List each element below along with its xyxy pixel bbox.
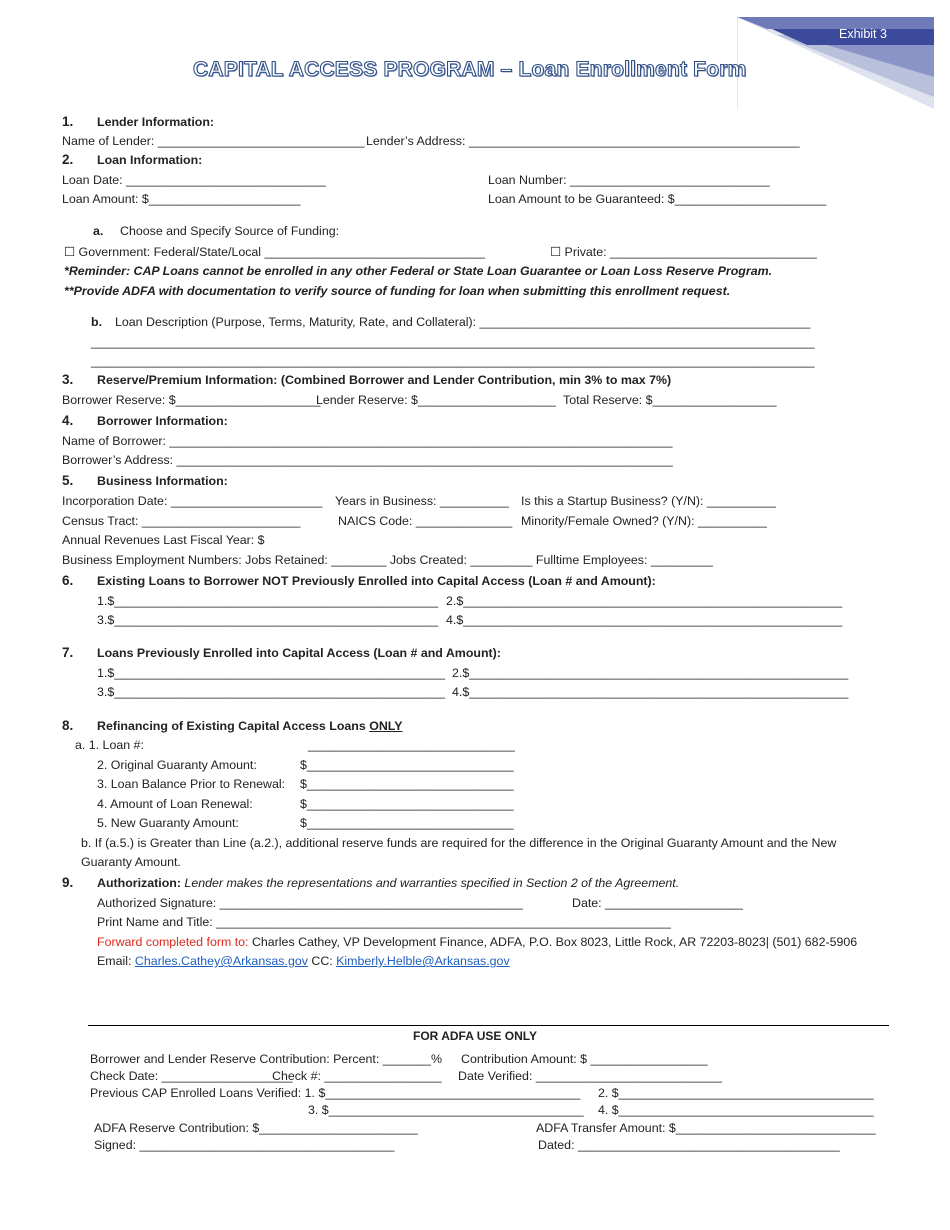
section-4-heading: Borrower Information: [97,414,228,428]
section-2a-label: a. [93,224,104,238]
exhibit-label: Exhibit 3 [839,27,887,41]
existing-loan-4-field[interactable]: 4.$_______________________________________________________ [446,613,843,627]
refi-a1-label: a. 1. Loan #: [75,738,144,752]
adfa-contribution-amount-field[interactable]: Contribution Amount: $ _________________ [461,1052,708,1066]
reminder-note: *Reminder: CAP Loans cannot be enrolled in any other Federal or State Loan Guarantee or Loan Loss Reserve Program. [64,264,773,278]
section-4-number: 4. [62,413,74,428]
email-link-cathey[interactable]: Charles.Cathey@Arkansas.gov [134,954,308,968]
page-title: CAPITAL ACCESS PROGRAM – Loan Enrollment Form [193,58,747,81]
section-8-heading-only: ONLY [369,719,403,733]
government-funding-checkbox[interactable]: ☐ Government: Federal/State/Local ________________________________ [64,245,486,259]
refi-a5-label: 5. New Guaranty Amount: [97,816,239,830]
refi-a5-line[interactable]: $______________________________ [300,816,514,830]
incorporation-date-field[interactable]: Incorporation Date: ______________________ [62,494,323,508]
adfa-date-verified-field[interactable]: Date Verified: ___________________________ [458,1069,722,1083]
total-reserve-field[interactable]: Total Reserve: $__________________ [563,393,777,407]
existing-loan-3-field[interactable]: 3.$_______________________________________________ [97,613,439,627]
enrolled-loan-2-field[interactable]: 2.$_______________________________________________________ [452,666,849,680]
lender-reserve-field[interactable]: Lender Reserve: $____________________ [316,393,556,407]
email-label: Email: [97,954,135,968]
adfa-check-number-field[interactable]: Check #: _________________ [272,1069,442,1083]
refi-a2-label: 2. Original Guaranty Amount: [97,758,257,772]
section-8-heading [97,719,402,734]
refi-b-line-2: Guaranty Amount. [81,855,181,869]
signature-date-field[interactable]: Date: ____________________ [572,896,743,910]
existing-loan-1-field[interactable]: 1.$_______________________________________________ [97,594,439,608]
adfa-signed-field[interactable]: Signed: _____________________________________ [94,1138,395,1152]
startup-business-field[interactable]: Is this a Startup Business? (Y/N): __________ [521,494,776,508]
refi-a3-label: 3. Loan Balance Prior to Renewal: [97,777,286,791]
forward-label: Forward completed form to: [97,935,249,949]
section-8-heading-text: Refinancing of Existing Capital Access Loans [97,719,370,733]
section-3-number: 3. [62,372,74,387]
private-funding-checkbox[interactable]: ☐ Private: ______________________________ [550,245,817,259]
existing-loan-2-field[interactable]: 2.$_______________________________________________________ [446,594,843,608]
refi-a2-line[interactable]: $______________________________ [300,758,514,772]
refi-a1-line[interactable]: ______________________________ [308,738,515,752]
refi-a4-label: 4. Amount of Loan Renewal: [97,797,253,811]
section-9-heading [97,876,679,891]
lender-address-field[interactable]: Lender’s Address: ________________________________________________ [366,134,800,148]
authorization-heading: Authorization: [97,876,181,890]
section-2b-label: b. [91,315,103,329]
loan-date-field[interactable]: Loan Date: _____________________________ [62,173,326,187]
adfa-transfer-amount-field[interactable]: ADFA Transfer Amount: $_____________________________ [536,1121,876,1135]
enrolled-loan-4-field[interactable]: 4.$_______________________________________________________ [452,685,849,699]
section-2-heading: Loan Information: [97,153,203,167]
adfa-check-date-field[interactable]: Check Date: ___________________ [90,1069,293,1083]
annual-revenues-field[interactable]: Annual Revenues Last Fiscal Year: $ [62,533,265,547]
adfa-dated-field[interactable]: Dated: ______________________________________ [538,1138,840,1152]
enrolled-loan-1-field[interactable]: 1.$________________________________________________ [97,666,445,680]
section-7-heading: Loans Previously Enrolled into Capital Access (Loan # and Amount): [97,646,501,660]
refi-a3-line[interactable]: $______________________________ [300,777,514,791]
forward-text: Charles Cathey, VP Development Finance, ADFA, P.O. Box 8023, Little Rock, AR 72203-8023| (501) 682-5906 [248,935,858,949]
minority-owned-field[interactable]: Minority/Female Owned? (Y/N): __________ [521,514,767,528]
section-9-number: 9. [62,875,74,890]
enrolled-loan-3-field[interactable]: 3.$________________________________________________ [97,685,445,699]
section-1-number: 1. [62,114,74,129]
adfa-prev-loan-1-field[interactable]: Previous CAP Enrolled Loans Verified: 1. $_____________________________________ [90,1086,581,1100]
loan-description-field[interactable]: Loan Description (Purpose, Terms, Maturity, Rate, and Collateral): ________________________________________________ [115,315,811,329]
print-name-title-field[interactable]: Print Name and Title: __________________________________________________________________ [97,915,671,929]
section-5-heading: Business Information: [97,474,228,488]
section-6-number: 6. [62,573,74,588]
section-7-number: 7. [62,645,74,660]
email-line [97,954,510,969]
adfa-heading: FOR ADFA USE ONLY [412,1029,537,1043]
section-2a-text: Choose and Specify Source of Funding: [120,224,340,238]
authorization-text: Lender makes the representations and warranties specified in Section 2 of the Agreement. [184,876,680,890]
loan-number-field[interactable]: Loan Number: _____________________________ [488,173,770,187]
authorized-signature-field[interactable]: Authorized Signature: ____________________________________________ [97,896,523,910]
adfa-divider [88,1025,889,1026]
adfa-prev-loan-3-field[interactable]: 3. $_____________________________________ [308,1103,584,1117]
section-3-heading: Reserve/Premium Information: (Combined Borrower and Lender Contribution, min 3% to max 7%) [97,373,672,387]
section-2-number: 2. [62,152,74,167]
cc-label: CC: [307,954,337,968]
borrower-reserve-field[interactable]: Borrower Reserve: $_____________________ [62,393,321,407]
section-1-heading: Lender Information: [97,115,215,129]
loan-description-line-3[interactable]: _________________________________________________________________________________________________________ [91,354,815,368]
refi-b-line-1: b. If (a.5.) is Greater than Line (a.2.), additional reserve funds are required for the difference in the Original Guaranty Amount and the New [81,836,837,850]
section-6-heading: Existing Loans to Borrower NOT Previously Enrolled into Capital Access (Loan # and Amount): [97,574,656,588]
name-of-lender-field[interactable]: Name of Lender: ______________________________ [62,134,365,148]
employment-numbers-field[interactable]: Business Employment Numbers: Jobs Retained: ________ Jobs Created: _________ Fulltime Employees: _________ [62,553,713,567]
adfa-prev-loan-2-field[interactable]: 2. $_____________________________________ [598,1086,874,1100]
exhibit-corner-graphic [737,17,934,109]
email-link-helble[interactable]: Kimberly.Helble@Arkansas.gov [336,954,510,968]
section-5-number: 5. [62,473,74,488]
refi-a4-line[interactable]: $______________________________ [300,797,514,811]
borrower-address-field[interactable]: Borrower’s Address: ________________________________________________________________________ [62,453,673,467]
years-in-business-field[interactable]: Years in Business: __________ [335,494,509,508]
loan-guaranteed-field[interactable]: Loan Amount to be Guaranteed: $______________________ [488,192,827,206]
adfa-reserve-contribution-field[interactable]: ADFA Reserve Contribution: $_______________________ [94,1121,418,1135]
adfa-prev-loan-4-field[interactable]: 4. $_____________________________________ [598,1103,874,1117]
provide-note: **Provide ADFA with documentation to verify source of funding for loan when submitting this enrollment request. [64,284,731,298]
loan-description-line-2[interactable]: _________________________________________________________________________________________________________ [91,335,815,349]
section-8-number: 8. [62,718,74,733]
forward-to-line [97,935,857,950]
loan-amount-field[interactable]: Loan Amount: $______________________ [62,192,301,206]
census-tract-field[interactable]: Census Tract: _______________________ [62,514,301,528]
adfa-contribution-percent-field[interactable]: Borrower and Lender Reserve Contribution: Percent: _______% [90,1052,442,1066]
name-of-borrower-field[interactable]: Name of Borrower: _________________________________________________________________________ [62,434,673,448]
naics-code-field[interactable]: NAICS Code: ______________ [338,514,513,528]
